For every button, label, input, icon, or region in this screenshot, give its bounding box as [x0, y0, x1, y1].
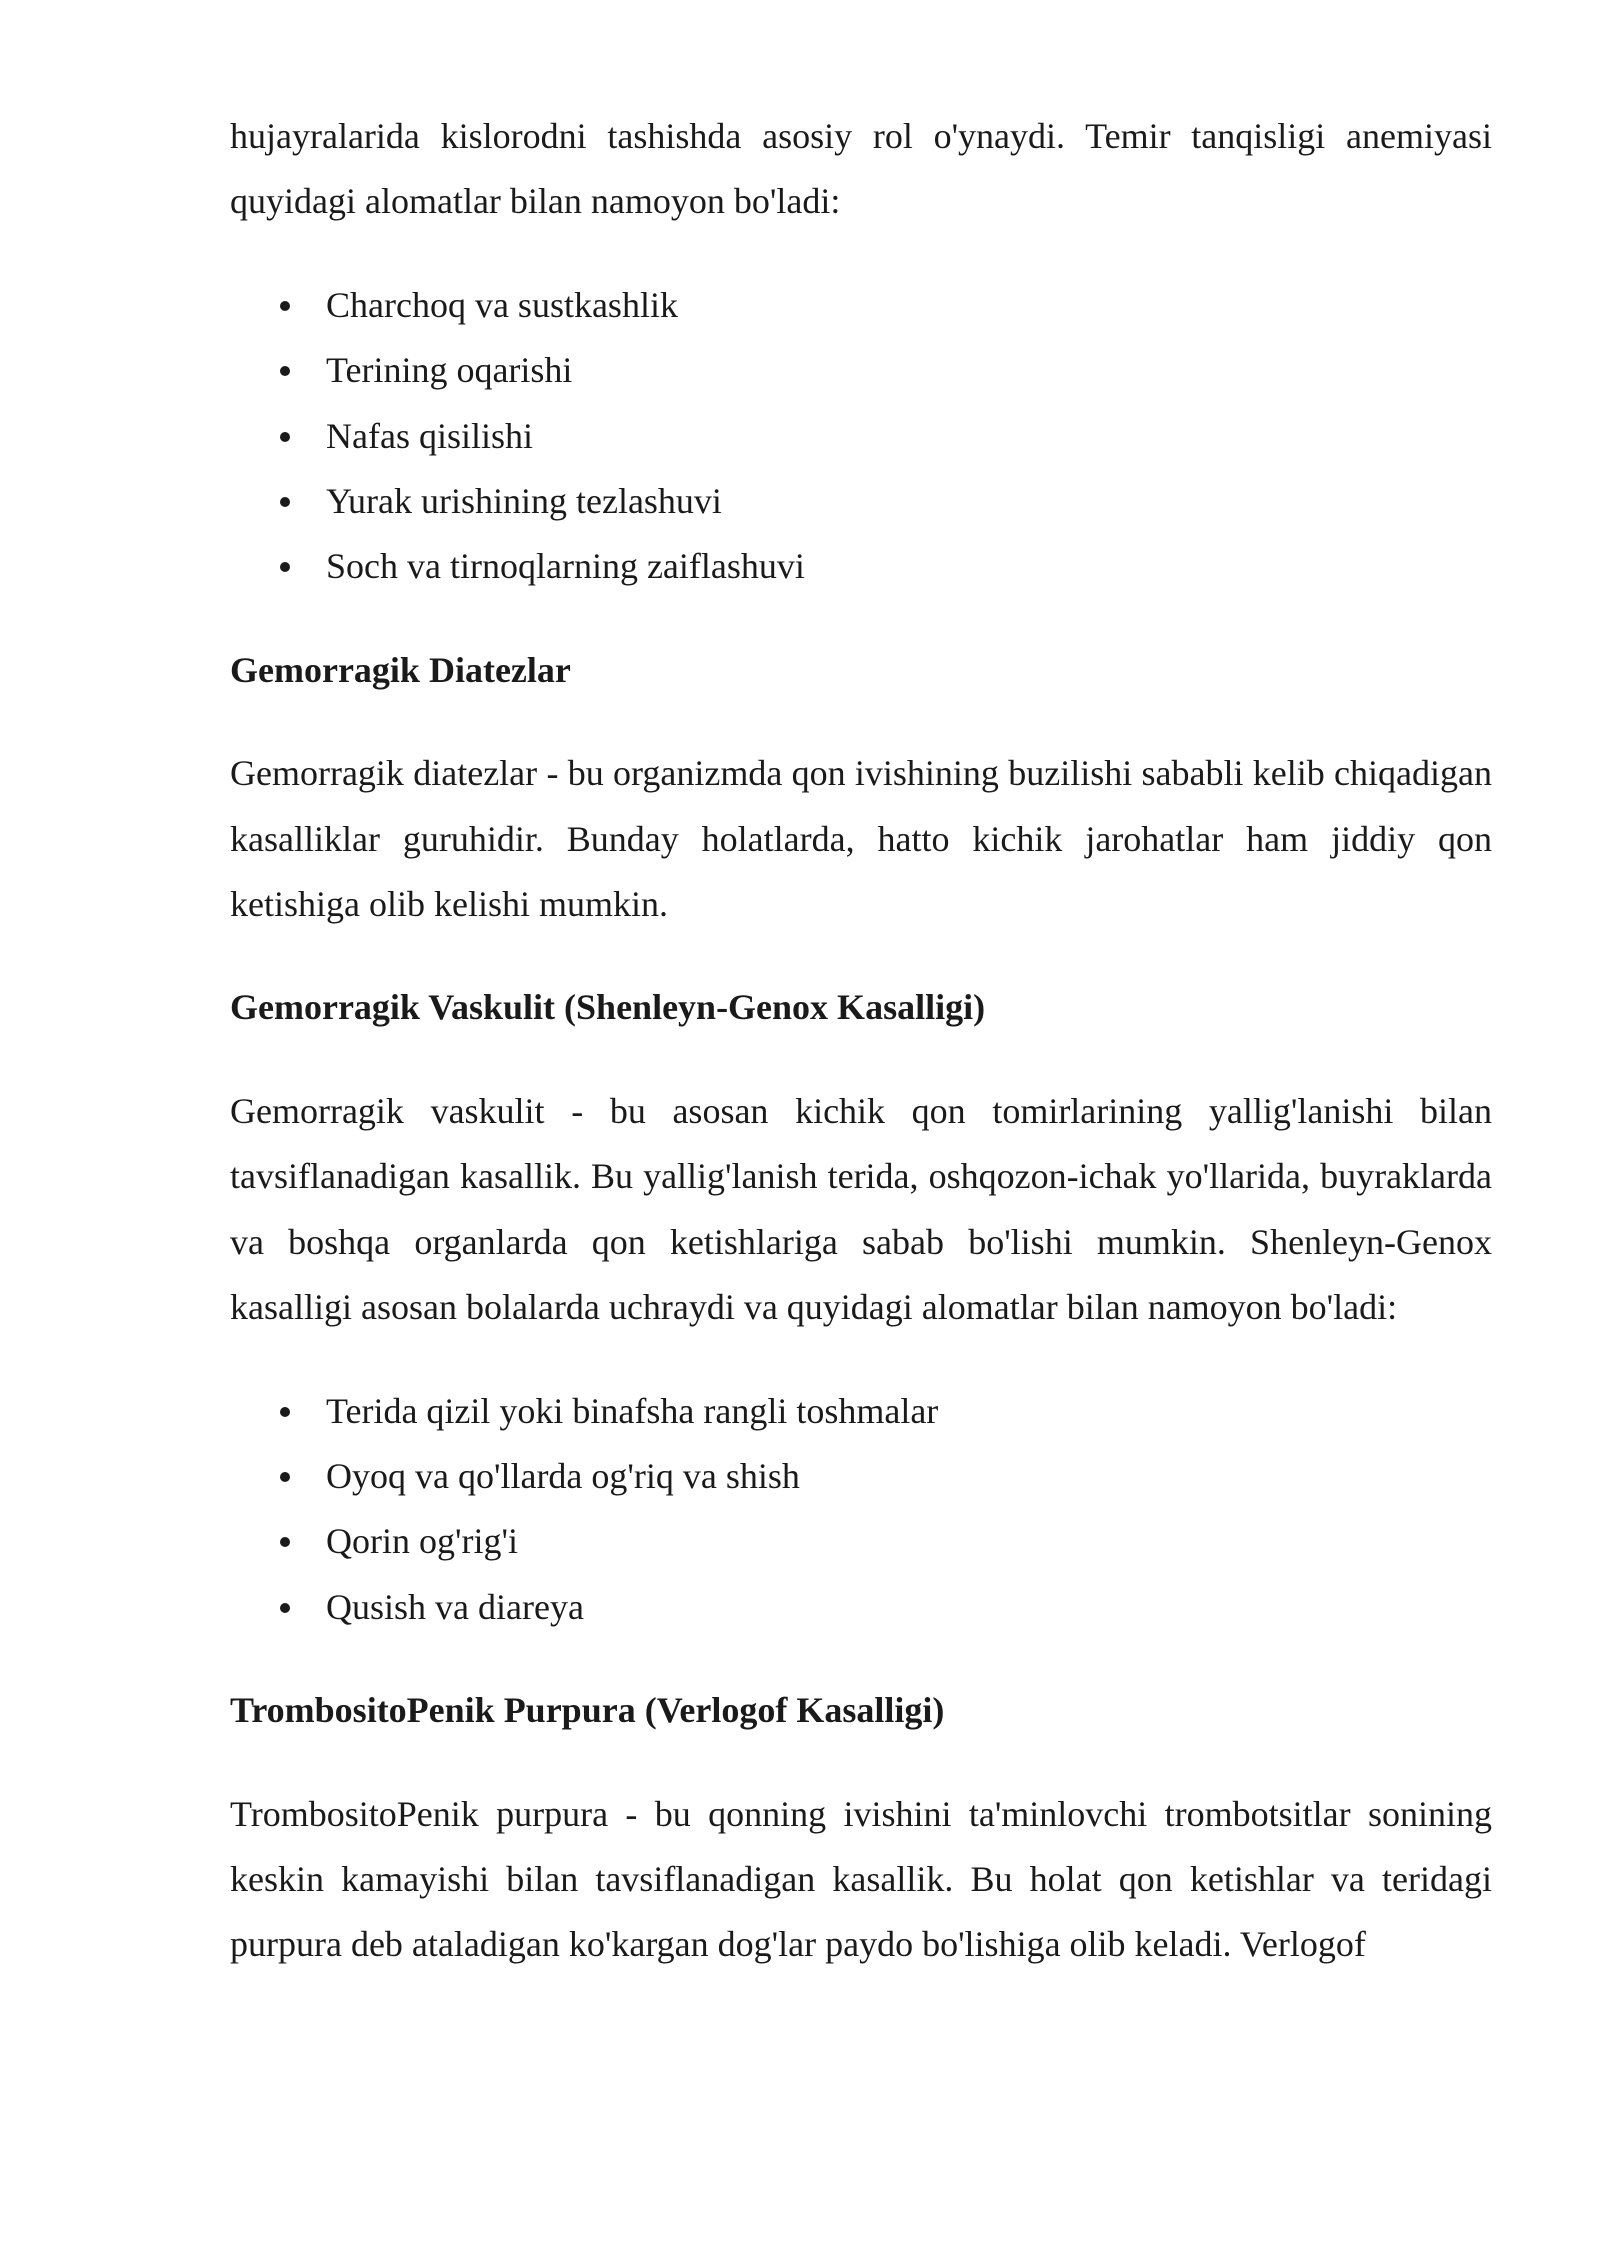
- list-item: Qusish va diareya: [230, 1575, 1492, 1640]
- list-item: Qorin og'rig'i: [230, 1509, 1492, 1574]
- paragraph-gemorragik-diatezlar: Gemorragik diatezlar - bu organizmda qon ivishining buzilishi sababli kelib chiqadigan kasalliklar guruhidir. Bunday holatlarda, hatto kichik jarohatlar ham jiddiy qon ketishiga olib kelishi mumkin.: [230, 753, 1492, 925]
- bullet-icon: [280, 366, 290, 376]
- list-item: Oyoq va qo'llarda og'riq va shish: [230, 1444, 1492, 1509]
- document-page: [230, 104, 1492, 1978]
- list-item: Terida qizil yoki binafsha rangli toshmalar: [230, 1379, 1492, 1444]
- list-item: Yurak urishining tezlashuvi: [230, 469, 1492, 534]
- heading-gemorragik-diatezlar: Gemorragik Diatezlar: [230, 649, 571, 690]
- list-item: Charchoq va sustkashlik: [230, 273, 1492, 338]
- list-item: Terining oqarishi: [230, 338, 1492, 403]
- bullet-icon: [280, 1407, 290, 1417]
- paragraph-gemorragik-vaskulit: Gemorragik vaskulit - bu asosan kichik qon tomirlarining yallig'lanishi bilan tavsiflanadigan kasallik. Bu yallig'lanish terida, oshqozon-ichak yo'llarida, buyraklarda va boshqa organlarda qon ketishlariga sabab bo'lishi mumkin. Shenleyn-Genox kasalligi asosan bolalarda uchraydi va quyidagi alomatlar bilan namoyon bo'ladi:: [230, 1090, 1492, 1328]
- vaskulit-symptom-list: [230, 1379, 1492, 1641]
- bullet-icon: [280, 301, 290, 311]
- bullet-icon: [280, 1537, 290, 1547]
- bullet-icon: [280, 432, 290, 442]
- list-item: Soch va tirnoqlarning zaiflashuvi: [230, 534, 1492, 599]
- list-item: Nafas qisilishi: [230, 404, 1492, 469]
- bullet-icon: [280, 497, 290, 507]
- bullet-icon: [280, 1472, 290, 1482]
- paragraph-trombositopenik-purpura: TrombositoPenik purpura - bu qonning ivishini ta'minlovchi trombotsitlar sonining keskin kamayishi bilan tavsiflanadigan kasallik. Bu holat qon ketishlar va teridagi purpura deb ataladigan ko'kargan dog'lar paydo bo'lishiga olib keladi. Verlogof: [230, 1793, 1492, 1965]
- bullet-icon: [280, 1603, 290, 1613]
- iron-anemia-symptom-list: [230, 273, 1492, 600]
- bullet-icon: [280, 562, 290, 572]
- intro-paragraph: hujayralarida kislorodni tashishda asosiy rol o'ynaydi. Temir tanqisligi anemiyasi quyidagi alomatlar bilan namoyon bo'ladi:: [230, 116, 1492, 222]
- heading-trombositopenik-purpura: TrombositoPenik Purpura (Verlogof Kasalligi): [230, 1690, 945, 1731]
- heading-gemorragik-vaskulit: Gemorragik Vaskulit (Shenleyn-Genox Kasalligi): [230, 987, 986, 1028]
